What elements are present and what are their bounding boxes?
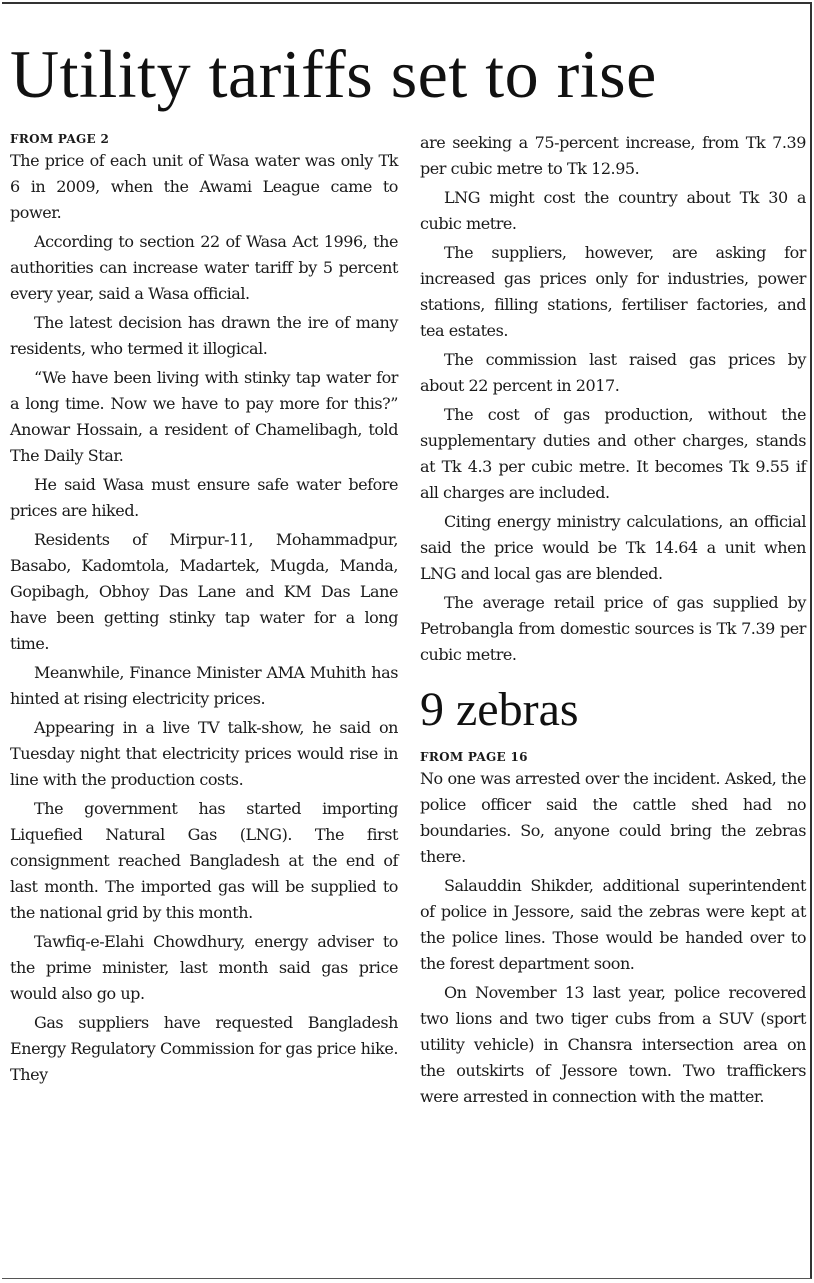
- article-paragraph: The government has started importing Liquefied Natural Gas (LNG). The first consignment reached Bangladesh at the end of last month. The imported gas will be supplied to the national grid by this month.: [10, 799, 398, 922]
- article-paragraph: The cost of gas production, without the supplementary duties and other charges, stands at Tk 4.3 per cubic metre. It becomes Tk 9.55 if all charges are included.: [420, 405, 806, 502]
- article-paragraph: LNG might cost the country about Tk 30 a cubic metre.: [420, 188, 806, 233]
- main-headline: Utility tariffs set to rise: [10, 36, 657, 112]
- from-page-label: FROM PAGE 2: [10, 132, 110, 146]
- article-paragraph: Citing energy ministry calculations, an official said the price would be Tk 14.64 a unit when LNG and local gas are blended.: [420, 512, 806, 583]
- left-column: [10, 130, 398, 1091]
- article-paragraph: Meanwhile, Finance Minister AMA Muhith has hinted at rising electricity prices.: [10, 663, 398, 708]
- article-paragraph: The price of each unit of Wasa water was only Tk 6 in 2009, when the Awami League came to power.: [10, 151, 398, 222]
- article-paragraph: Salauddin Shikder, additional superintendent of police in Jessore, said the zebras were kept at the police lines. Those would be handed over to the forest department soon.: [420, 876, 806, 973]
- article-paragraph: are seeking a 75-percent increase, from Tk 7.39 per cubic metre to Tk 12.95.: [420, 133, 806, 178]
- article-paragraph: The latest decision has drawn the ire of many residents, who termed it illogical.: [10, 313, 398, 358]
- newspaper-clipping: [2, 2, 812, 1279]
- article-paragraph: The average retail price of gas supplied by Petrobangla from domestic sources is Tk 7.39 per cubic metre.: [420, 593, 806, 664]
- from-page-label: FROM PAGE 16: [420, 750, 528, 764]
- article-paragraph: Appearing in a live TV talk-show, he said on Tuesday night that electricity prices would rise in line with the production costs.: [10, 718, 398, 789]
- right-column: [420, 130, 806, 1113]
- article-paragraph: The suppliers, however, are asking for increased gas prices only for industries, power stations, filling stations, fertiliser factories, and tea estates.: [420, 243, 806, 340]
- article-paragraph: On November 13 last year, police recovered two lions and two tiger cubs from a SUV (sport utility vehicle) in Chansra intersection area on the outskirts of Jessore town. Two traffickers were arrested in connection with the matter.: [420, 983, 806, 1106]
- article-paragraph: Residents of Mirpur-11, Mohammadpur, Basabo, Kadomtola, Madartek, Mugda, Manda, Gopibagh, Obhoy Das Lane and KM Das Lane have been getting stinky tap water for a long time.: [10, 530, 398, 653]
- article-paragraph: Gas suppliers have requested Bangladesh Energy Regulatory Commission for gas price hike. They: [10, 1013, 398, 1084]
- article-paragraph: Tawfiq-e-Elahi Chowdhury, energy adviser to the prime minister, last month said gas price would also go up.: [10, 932, 398, 1003]
- article-paragraph: The commission last raised gas prices by about 22 percent in 2017.: [420, 350, 806, 395]
- zebras-headline: 9 zebras: [420, 683, 579, 736]
- article-paragraph: According to section 22 of Wasa Act 1996, the authorities can increase water tariff by 5 percent every year, said a Wasa official.: [10, 232, 398, 303]
- article-paragraph: “We have been living with stinky tap water for a long time. Now we have to pay more for this?” Anowar Hossain, a resident of Chamelibagh, told The Daily Star.: [10, 368, 398, 465]
- article-paragraph: No one was arrested over the incident. Asked, the police officer said the cattle shed had no boundaries. So, anyone could bring the zebras there.: [420, 769, 806, 866]
- article-paragraph: He said Wasa must ensure safe water before prices are hiked.: [10, 475, 398, 520]
